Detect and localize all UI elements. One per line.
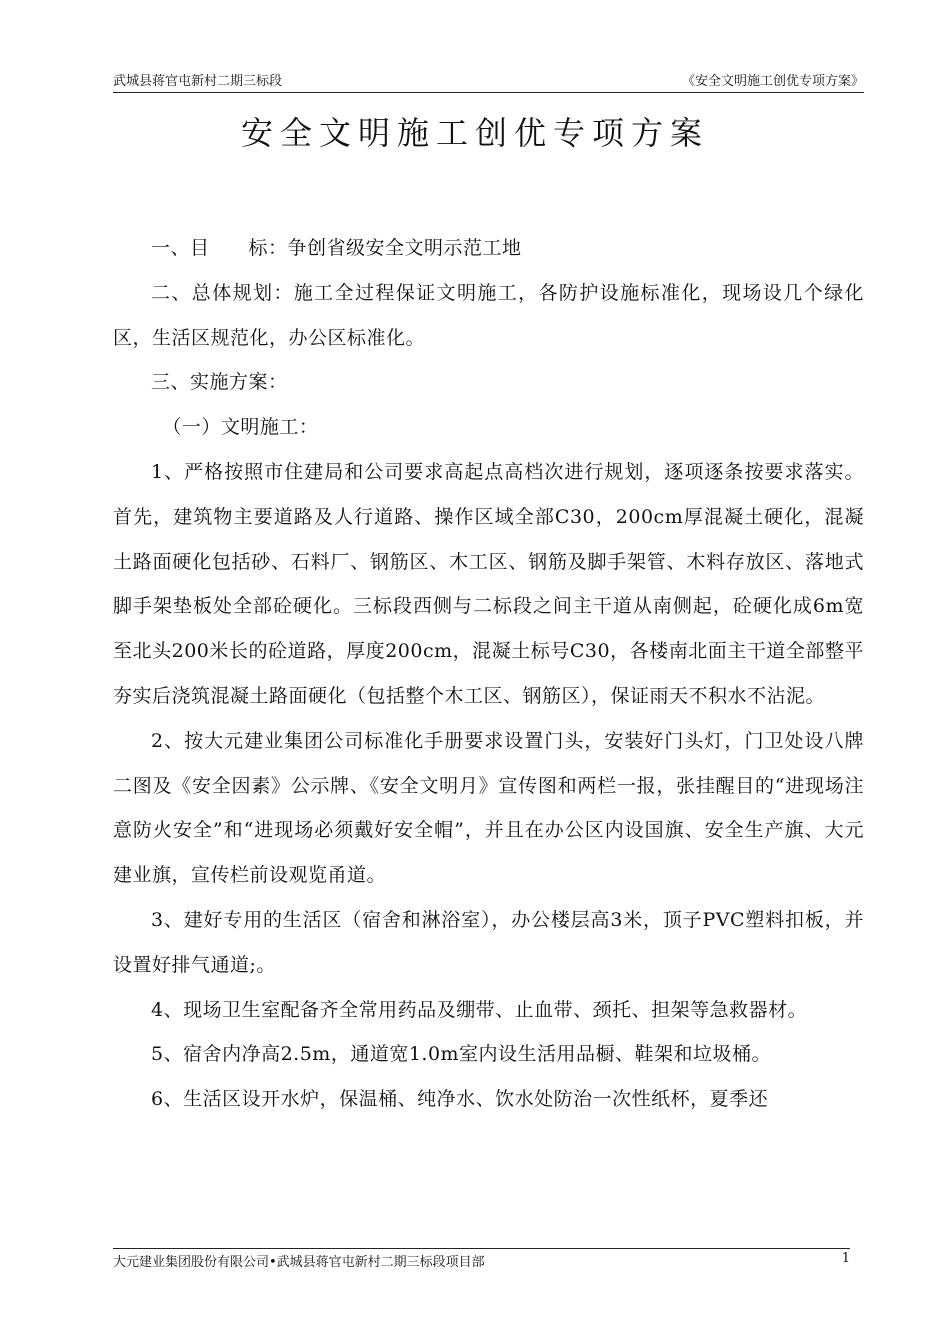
header-document-name: 《安全文明施工创优专项方案》 [681, 74, 864, 89]
paragraph-overall-plan: 二、总体规划：施工全过程保证文明施工，各防护设施标准化，现场设几个绿化区，生活区规范化，办公区标准化。 [113, 281, 864, 349]
paragraph-item-1: 1、严格按照市住建局和公司要求高起点高档次进行规划，逐项逐条按要求落实。首先，建筑物主要道路及人行道路、操作区域全部C30，200cm厚混凝土硬化，混凝土路面硬化包括砂、石料厂、钢筋区、木工区、钢筋及脚手架管、木料存放区、落地式脚手架垫板处全部砼硬化。三标段西侧与二标段之间主干道从南侧起，砼硬化成6m宽至北头200米长的砼道路，厚度200cm，混凝土标号C30，各楼南北面主干道全部整平夯实后浇筑混凝土路面硬化（包括整个木工区、钢筋区），保证雨天不积水不沾泥。 [113, 460, 864, 707]
document-body [113, 226, 864, 1122]
document-title: 安全文明施工创优专项方案 [240, 114, 709, 152]
paragraph-civilized-construction-heading: （一）文明施工： [162, 416, 319, 439]
paragraph-item-6: 6、生活区设开水炉，保温桶、纯净水、饮水处防治一次性纸杯，夏季还 [151, 1088, 769, 1111]
page-header [113, 70, 864, 93]
footer-company: 大元建业集团股份有限公司•武城县蒋官屯新村二期三标段项目部 [113, 1255, 485, 1270]
paragraph-item-4: 4、现场卫生室配备齐全常用药品及绷带、止血带、颈托、担架等急救器材。 [151, 998, 808, 1021]
paragraph-goal: 一、目 标：争创省级安全文明示范工地 [151, 237, 522, 259]
page-number: 1 [841, 1251, 850, 1266]
header-project-name: 武城县蒋官屯新村二期三标段 [113, 74, 283, 89]
page-footer [113, 1248, 850, 1270]
paragraph-item-3: 3、建好专用的生活区（宿舍和淋浴室），办公楼层高3米，顶子PVC塑料扣板，并设置好排气通道;。 [113, 908, 864, 976]
paragraph-item-5: 5、宿舍内净高2.5m，通道宽1.0m室内设生活用品橱、鞋架和垃圾桶。 [151, 1043, 772, 1066]
paragraph-implementation-heading: 三、实施方案： [151, 371, 288, 394]
paragraph-item-2: 2、按大元建业集团公司标准化手册要求设置门头，安装好门头灯，门卫处设八牌二图及《安全因素》公示牌、《安全文明月》宣传图和两栏一报，张挂醒目的“进现场注意防火安全”和“进现场必须戴好安全帽”，并且在办公区内设国旗、安全生产旗、大元建业旗，宣传栏前设观览甬道。 [113, 729, 864, 887]
